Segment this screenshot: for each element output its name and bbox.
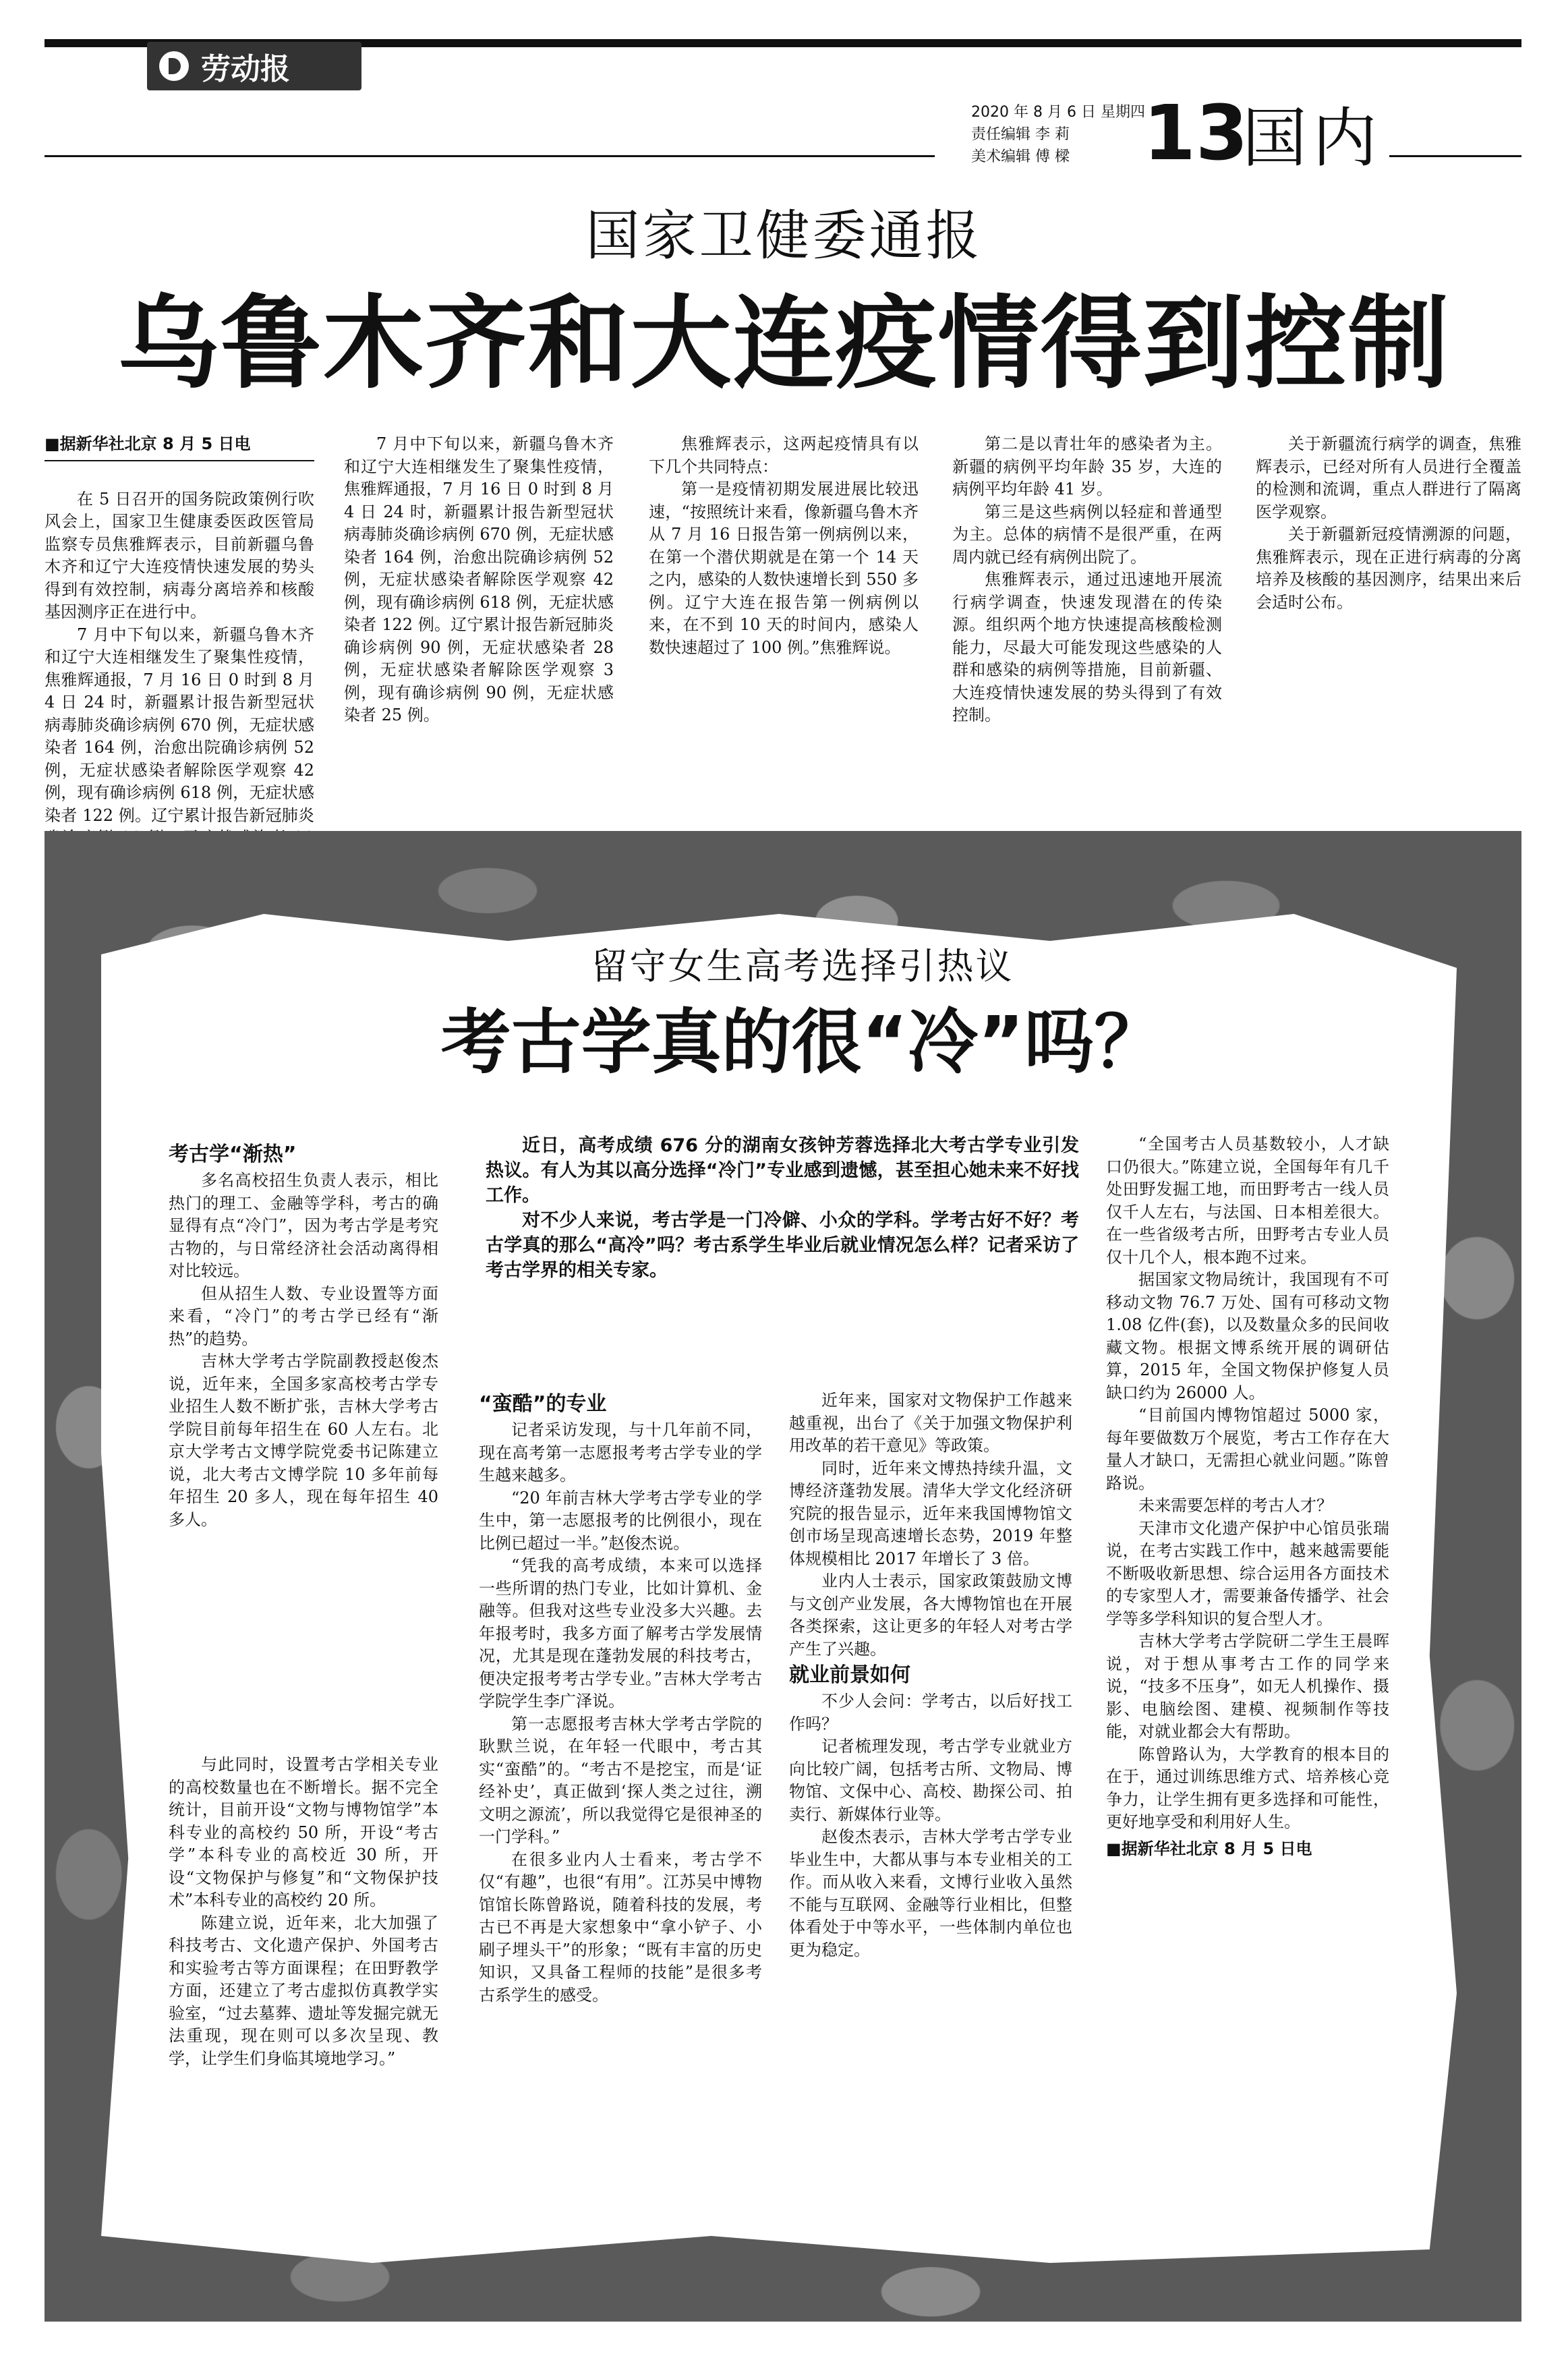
article1-kicker: 国家卫健委通报 (585, 204, 983, 267)
article2-paragraph: “全国考古人员基数较小，人才缺口仍很大。”陈建立说，全国每年有几千处田野发掘工地，而田野考古一线人员仅千人左右，与法国、日本相差很大。在一些省级考古所，田野考古专业人员仅十几个人，根本跑不过来。 (1106, 1134, 1389, 1267)
article2-col2 (479, 1389, 762, 2005)
article2-paragraph: “目前国内博物馆超过 5000 家，每年要做数万个展览，考古工作存在大量人才缺口，无需担心就业问题。”陈曾路说。 (1106, 1406, 1389, 1493)
article2-paragraph: 第一志愿报考吉林大学考古学院的耿默兰说，在年轻一代眼中，考古其实“蛮酷”的。“考古不是挖宝，而是‘证经补史’，真正做到‘探人类之过往，溯文明之源流’，所以我觉得它是很神圣的一门学科。” (479, 1714, 762, 1846)
article2-paragraph: 不少人会问：学考古，以后好找工作吗？ (789, 1692, 1072, 1733)
article2-paragraph: 记者梳理发现，考古学专业就业方向比较广阔，包括考古所、文物局、博物馆、文保中心、高校、勘探公司、拍卖行、新媒体行业等。 (789, 1737, 1072, 1824)
header-rule-left (45, 155, 935, 157)
article1-paragraph: 第一是疫情初期发展进展比较迅速，“按照统计来看，像新疆乌鲁木齐从 7 月 16 日报告第一例病例以来，在第一个潜伏期就是在第一个 14 天之内，感染的人数快速增长到 550 多例。辽宁大连在报告第一例病例以来，在不到 10 天的时间内，感染人数快速超过了 100 例。”焦雅辉说。 (649, 480, 919, 657)
article2-kicker: 留守女生高考选择引热议 (591, 945, 1014, 987)
dateline-block (971, 101, 1145, 168)
article2-paragraph: 陈建立说，近年来，北大加强了科技考古、文化遗产保护、外国考古和实验考古等方面课程；在田野教学方面，还建立了考古虚拟仿真教学实验室，“过去墓葬、遗址等发掘完就无法重现，现在则可以多次呈现、教学，让学生们身临其境地学习。” (169, 1913, 438, 2068)
editor-credit: 责任编辑 李 莉 (971, 126, 1070, 143)
article2-col4 (1106, 1133, 1389, 1860)
paper-name: 劳动报 (201, 52, 290, 86)
article2-paragraph: 业内人士表示，国家政策鼓励文博与文创产业发展，各大博物馆也在开展各类探索，这让更多的年轻人对考古学产生了兴趣。 (789, 1572, 1072, 1659)
section-title: 国内 (1242, 100, 1383, 176)
article1-byline: ■据新华社北京 8 月 5 日电 (45, 434, 251, 453)
article2-paragraph: 近年来，国家对文物保护工作越来越重视，出台了《关于加强文物保护利用改革的若干意见》等政策。 (789, 1391, 1072, 1455)
article2-paragraph: 多名高校招生负责人表示，相比热门的理工、金融等学科，考古的确显得有点“冷门”，因为考古学是考究古物的，与日常经济社会活动离得相对比较远。 (169, 1171, 438, 1280)
article1-col4 (952, 433, 1222, 724)
subhead-jiuye: 就业前景如何 (789, 1663, 910, 1687)
article1-paragraph: 关于新疆新冠疫情溯源的问题，焦雅辉表示，现在正进行病毒的分离培养及核酸的基因测序，结果出来后会适时公布。 (1256, 525, 1521, 612)
article2-paragraph: “20 年前吉林大学考古学专业的学生中，第一志愿报考的比例很小，现在比例已超过一半。”赵俊杰说。 (479, 1488, 762, 1553)
article2-paragraph: 记者采访发现，与十几年前不同，现在高考第一志愿报考考古学专业的学生越来越多。 (479, 1420, 762, 1485)
article1-paragraph: 第二是以青壮年的感染者为主。新疆的病例平均年龄 35 岁，大连的病例平均年龄 41 岁。 (952, 434, 1222, 498)
article2-paragraph: “凭我的高考成绩，本来可以选择一些所谓的热门专业，比如计算机、金融等。但我对这些专业没多大兴趣。去年报考时，我多方面了解考古学发展情况，尤其是现在蓬勃发展的科技考古，便决定报考考古学专业。”吉林大学考古学院学生李广泽说。 (479, 1556, 762, 1711)
article2-paragraph: 天津市文化遗产保护中心馆员张瑞说，在考古实践工作中，越来越需要能不断吸收新思想、综合运用各方面技术的专家型人才，需要兼备传播学、社会学等多学科知识的复合型人才。 (1106, 1518, 1389, 1628)
subhead-kaogu-jianre: 考古学“渐热” (169, 1143, 297, 1166)
article1-col3 (649, 433, 919, 748)
article1-paragraph: 焦雅辉表示，通过迅速地开展流行病学调查，快速发现潜在的传染源。组织两个地方快速提高核酸检测能力，尽最大可能发现这些感染的人群和感染的病例等措施，目前新疆、大连疫情快速发展的势头得到了有效控制。 (952, 570, 1222, 724)
article1-paragraph: 在 5 日召开的国务院政策例行吹风会上，国家卫生健康委医政医管局监察专员焦雅辉表示，目前新疆乌鲁木齐和辽宁大连疫情快速发展的势头得到有效控制，病毒分离培养和核酸基因测序正在进行中。 (45, 489, 314, 621)
art-editor-credit: 美术编辑 傅 樑 (971, 148, 1070, 165)
article2-paragraph: 赵俊杰表示，吉林大学考古学专业毕业生中，大都从事与本专业相关的工作。而从收入来看，文博行业收入虽然不能与互联网、金融等行业相比，但整体看处于中等水平，一些体制内单位也更为稳定。 (789, 1827, 1072, 1959)
article2-col3 (789, 1389, 1072, 1959)
article2-col1b (169, 1754, 438, 2162)
article2-paragraph: 但从招生人数、专业设置等方面来看，“冷门”的考古学已经有“渐热”的趋势。 (169, 1284, 438, 1348)
article1-paragraph: 焦雅辉表示，这两起疫情具有以下几个共同特点： (649, 434, 919, 476)
article2-paragraph: 与此同时，设置考古学相关专业的高校数量也在不断增长。据不完全统计，目前开设“文物与博物馆学”本科专业的高校约 50 所，开设“考古学”本科专业的高校近 30 所，开设“文物保护与修复”和“文物保护技术”本科专业的高校约 20 所。 (169, 1755, 438, 1909)
article2-paragraph: 同时，近年来文博热持续升温，文博经济蓬勃发展。清华大学文化经济研究院的报告显示，近年来我国博物馆文创市场呈现高速增长态势，2019 年整体规模相比 2017 年增长了 3 倍。 (789, 1458, 1072, 1568)
article1-col1 (45, 433, 314, 825)
article2-paragraph: 据国家文物局统计，我国现有不可移动文物 76.7 万处、国有可移动文物 1.08 亿件(套)，以及数量众多的民间收藏文物。根据文博系统开展的调研估算，2015 年，全国文物保护修复人员缺口约为 26000 人。 (1106, 1270, 1389, 1402)
newspaper-logo-icon (159, 51, 189, 81)
issue-date: 2020 年 8 月 6 日 星期四 (971, 104, 1145, 121)
article2-paragraph: 陈曾路认为，大学教育的根本目的在于，通过训练思维方式、培养核心竞争力，让学生拥有更多选择和可能性，更好地享受和利用好人生。 (1106, 1744, 1389, 1831)
byline-rule (45, 460, 314, 461)
article1-paragraph: 关于新疆流行病学的调查，焦雅辉表示，已经对所有人员进行全覆盖的检测和流调，重点人群进行了隔离医学观察。 (1256, 434, 1521, 521)
lead-paragraph: 近日，高考成绩 676 分的湖南女孩钟芳蓉选择北大考古学专业引发热议。有人为其以高分选择“冷门”专业感到遗憾，甚至担心她未来不好找工作。 (486, 1135, 1079, 1206)
article2-paragraph: 未来需要怎样的考古人才？ (1138, 1496, 1333, 1515)
subhead-manku: “蛮酷”的专业 (479, 1392, 607, 1416)
article1-col5 (1256, 433, 1521, 614)
page-number: 13 (1143, 90, 1248, 177)
article2-paragraph: 吉林大学考古学院研二学生王晨晖说，对于想从事考古工作的同学来说，“技多不压身”，如无人机操作、摄影、电脑绘图、建模、视频制作等技能，对就业都会大有帮助。 (1106, 1632, 1389, 1741)
article2-paragraph: 吉林大学考古学院副教授赵俊杰说，近年来，全国多家高校考古学专业招生人数不断扩张，吉林大学考古学院目前每年招生在 60 人左右。北京大学考古文博学院党委书记陈建立说，北大考古文博学院 10 多年前每年招生 20 多人，现在每年招生 40 多人。 (169, 1352, 438, 1529)
article2-byline: ■据新华社北京 8 月 5 日电 (1106, 1839, 1312, 1858)
article1-paragraph: 7 月中下旬以来，新疆乌鲁木齐和辽宁大连相继发生了聚集性疫情，焦雅辉通报，7 月 16 日 0 时到 8 月 4 日 24 时，新疆累计报告新型冠状病毒肺炎确诊病例 670 例，无症状感染者 164 例，治愈出院确诊病例 52 例，无症状感染者解除医学观察 42 例，现有确诊病例 618 例，无症状感染者 122 例。辽宁累计报告新冠肺炎 (45, 625, 314, 825)
article2-col1 (169, 1140, 438, 1531)
article2-paragraph: 在很多业内人士看来，考古学不仅“有趣”，也很“有用”。江苏吴中博物馆馆长陈曾路说，随着科技的发展，考古已不再是大家想象中“拿小铲子、小刷子埋头干”的形象；“既有丰富的历史知识，又具备工程师的技能”是很多考古系学生的感受。 (479, 1849, 762, 2005)
article1-col2 (344, 433, 614, 791)
article2-lead (486, 1133, 1079, 1283)
lead-paragraph: 对不少人来说，考古学是一门冷僻、小众的学科。学考古好不好？考古学真的那么“高冷”吗？考古系学生毕业后就业情况怎么样？记者采访了考古学界的相关专家。 (486, 1210, 1079, 1281)
article2-headline: 考古学真的很“冷”吗？ (440, 1001, 1165, 1083)
header-rule-right (1389, 155, 1521, 157)
article1-headline: 乌鲁木齐和大连疫情得到控制 (117, 285, 1451, 403)
article1-paragraph: 第三是这些病例以轻症和普通型为主。总体的病情不是很严重，在两周内就已经有病例出院了。 (952, 502, 1222, 567)
article1-paragraph: 7 月中下旬以来，新疆乌鲁木齐和辽宁大连相继发生了聚集性疫情，焦雅辉通报，7 月 16 日 0 时到 8 月 4 日 24 时，新疆累计报告新型冠状病毒肺炎确诊病例 670 例，无症状感染者 164 例，治愈出院确诊病例 52 例，无症状感染者解除医学观察 42 例，现有确诊病例 618 例，无症状感染者 122 例。辽宁累计报告新冠肺炎确诊病例 90 例，无症状感染者 28 例，无症状感染者解除医学观察 3 例，现有确诊病例 90 例，无症状感染者 25 例。 (344, 434, 614, 724)
masthead-logo (147, 42, 361, 90)
